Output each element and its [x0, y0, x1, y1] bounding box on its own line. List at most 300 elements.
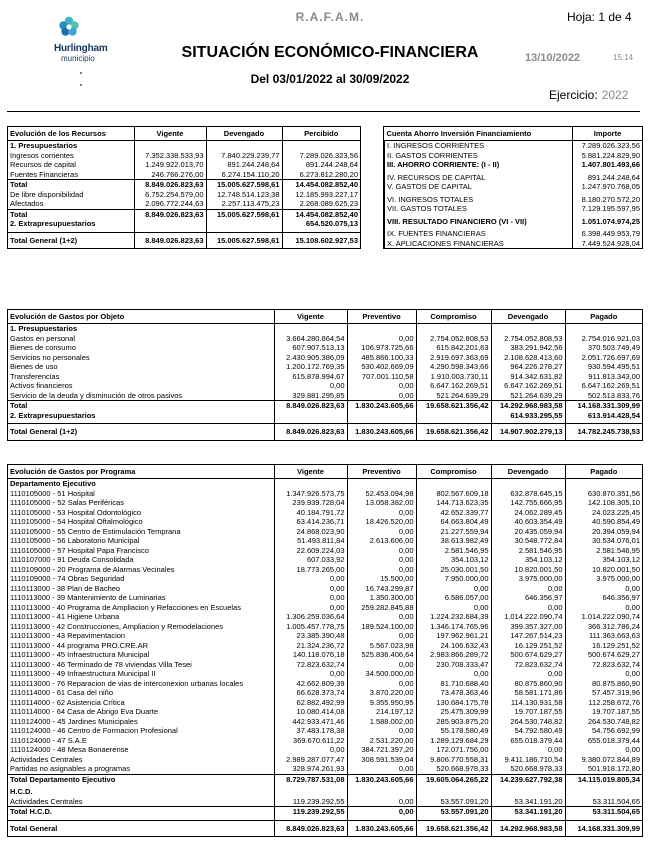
cell-value: 4.290.598.343,66: [416, 362, 491, 372]
table-row: [8, 755, 642, 765]
cell-value: 615.842.201,63: [416, 343, 491, 353]
cell-value: 53.341.191,20: [491, 797, 565, 807]
cell-value: 630.870.351,56: [565, 489, 642, 499]
cell-value: 2.983.866.289,72: [416, 650, 491, 660]
cell-value: 80.875.860,90: [565, 679, 642, 689]
cell-value: 19.658.621.356,42: [416, 401, 491, 411]
cell-value: 914.342.631,82: [491, 372, 565, 382]
cell-value: 14.168.331.309,99: [565, 401, 642, 411]
cell-value: 613.914.428,54: [565, 411, 642, 421]
cell-value: 19.658.621.356,42: [416, 820, 491, 836]
table-row: [8, 546, 642, 556]
cell-value: 614.933.295,55: [491, 411, 565, 421]
cell-value: 0,00: [565, 603, 642, 613]
ejercicio-label: Ejercicio:: [549, 88, 598, 102]
column-header: Pagado: [565, 465, 642, 479]
cell-value: 0,00: [347, 807, 416, 817]
cell-value: 6.586.057,00: [416, 593, 491, 603]
cell-value: 354.103,12: [565, 555, 642, 565]
cell-value: 119.239.292,55: [274, 807, 347, 817]
cell-value: 30.548.772,84: [491, 536, 565, 546]
cell-value: [565, 479, 642, 489]
cell-value: [491, 324, 565, 334]
cell-value: 0,00: [416, 584, 491, 594]
row-label: 2. Extrapresupuestarios: [10, 410, 96, 420]
cell-value: 1.306.259.036,64: [274, 612, 347, 622]
table-row: [385, 173, 643, 183]
cell-value: 0,00: [347, 527, 416, 537]
cell-value: 2.051.726.697,69: [565, 353, 642, 363]
row-label: 1110113000 - 41 Higiene Urbana: [10, 612, 120, 621]
recursos-table: [7, 126, 361, 249]
cell-value: 0,00: [347, 546, 416, 556]
row-label: Ingresos corrientes: [10, 150, 74, 160]
ahorro-inversion-table: [383, 126, 643, 249]
cell-value: [274, 787, 347, 797]
row-label: Total Departamento Ejecutivo: [8, 774, 274, 784]
cell-value: 530.402.669,09: [347, 362, 416, 372]
cell-value: 189.524.100,00: [347, 622, 416, 632]
cell-value: 8.849.026.823,63: [274, 424, 347, 440]
row-label: 1110124000 - 48 Mesa Bonaerense: [10, 745, 129, 754]
row-label: 1110105000 - 51 Hospital: [10, 488, 95, 498]
cell-value: 8.729.787.531,08: [274, 774, 347, 784]
cell-value: 0,00: [347, 565, 416, 575]
cell-value: 264.530.748,82: [565, 717, 642, 727]
cell-value: 1.830.243.605,66: [347, 774, 416, 784]
table-row: [8, 479, 642, 489]
column-header: Vigente: [134, 127, 206, 141]
cell-value: 0,00: [347, 764, 416, 774]
decorative-dot: [80, 72, 82, 74]
cell-value: 2.268.089.625,23: [282, 199, 360, 209]
cell-value: [347, 479, 416, 489]
cell-value: 370.503.749,49: [565, 343, 642, 353]
cell-value: 6.273.812.280,20: [282, 170, 360, 180]
cell-value: [134, 141, 206, 151]
table-row: [8, 565, 642, 575]
cell-value: 502.513.833,76: [565, 391, 642, 401]
table-row: [8, 219, 360, 229]
table-row: [8, 362, 642, 372]
cell-value: 6.274.154.110,20: [206, 170, 282, 180]
row-label: Activos financieros: [10, 381, 73, 390]
cell-value: 891.244.248,64: [206, 160, 282, 170]
cell-value: 16.129.251,52: [565, 641, 642, 651]
cell-value: 329.881.295,85: [274, 391, 347, 401]
cell-value: 1.407.801.493,66: [573, 160, 643, 170]
cell-value: 0,00: [274, 381, 347, 391]
cell-value: 2.430.905.386,09: [274, 353, 347, 363]
row-label: 1110109000 - 20 Programa de Alarmas Vecinales: [10, 564, 175, 574]
system-name: R.A.F.A.M.: [295, 10, 365, 24]
cell-value: 21.227.559,94: [416, 527, 491, 537]
report-date: 13/10/2022: [525, 52, 581, 64]
cell-value: 2.613.606,00: [347, 536, 416, 546]
row-label: Servicio de la deuda y disminución de otros pasivos: [10, 390, 183, 400]
cell-value: 10.820.001,50: [491, 565, 565, 575]
table-row: [8, 698, 642, 708]
row-label: Actividades Centrales: [10, 796, 83, 806]
cell-value: [565, 787, 642, 797]
table-row: [8, 141, 360, 151]
table-row: [8, 584, 642, 594]
cell-value: 64.663.804,49: [416, 517, 491, 527]
cell-value: 354.103,12: [416, 555, 491, 565]
cell-value: 10.080.414,08: [274, 707, 347, 717]
cell-value: 521.264.639,29: [416, 391, 491, 401]
cell-value: [416, 324, 491, 334]
row-label: 1110113000 - 43 Repavimentacion: [10, 631, 126, 640]
cell-value: 1.249.922.013,70: [134, 160, 206, 170]
row-label: 1110113000 - 42 Construcciones, Ampliacion y Remodelaciones: [10, 621, 224, 631]
cell-value: 239.939.728,04: [274, 498, 347, 508]
cell-value: 1.588.002,00: [347, 717, 416, 727]
column-header: Compromiso: [416, 465, 491, 479]
row-label: X. APLICACIONES FINANCIERAS: [385, 239, 573, 249]
cell-value: 3.975.000,00: [565, 574, 642, 584]
cell-value: 6.647.162.269,51: [565, 381, 642, 391]
cell-value: 20.394.059,94: [565, 527, 642, 537]
cell-value: 501.918.172,80: [565, 764, 642, 774]
cell-value: 383.291.942,56: [491, 343, 565, 353]
cell-value: 802.567.609,18: [416, 489, 491, 499]
row-label: 1110105000 - 57 Hospital Papa Francisco: [10, 545, 149, 555]
cell-value: 10.820.001,50: [565, 565, 642, 575]
cell-value: [347, 787, 416, 797]
table-row: [8, 612, 642, 622]
cell-value: 18.426.520,00: [347, 517, 416, 527]
cell-value: 9.411.186.710,54: [491, 755, 565, 765]
cell-value: 22.609.224,03: [274, 546, 347, 556]
cell-value: 1.350.300,00: [347, 593, 416, 603]
cell-value: 520.668.978,33: [416, 764, 491, 774]
cell-value: 1.830.243.605,66: [347, 820, 416, 836]
table-row: [8, 391, 642, 401]
cell-value: 2.531.220,00: [347, 736, 416, 746]
cell-value: 2.919.697.363,69: [416, 353, 491, 363]
table-row: [8, 688, 642, 698]
cell-value: 52.453.094,98: [347, 489, 416, 499]
cell-value: 654.520.075,13: [282, 219, 360, 229]
cell-value: 366.312.786,24: [565, 622, 642, 632]
table-row: [8, 820, 642, 836]
hurlingham-logo: [54, 12, 114, 82]
row-label: Total General: [8, 820, 274, 836]
page-number: Hoja: 1 de 4: [567, 10, 632, 24]
cell-value: 632.878.645,15: [491, 489, 565, 499]
cell-value: 5.567.023,98: [347, 641, 416, 651]
cell-value: 0,00: [347, 555, 416, 565]
column-header: Devengado: [491, 310, 565, 324]
cell-value: 14.907.902.279,13: [491, 424, 565, 440]
row-label: 1110113000 - 76 Reparacion de vias de interconexion urbanas locales: [10, 678, 244, 688]
table-row: [8, 707, 642, 717]
table-row: [385, 195, 643, 205]
cell-value: 24.023.225,45: [565, 508, 642, 518]
row-label: VIII. RESULTADO FINANCIERO (VI - VII): [385, 217, 573, 227]
cell-value: 14.782.245.738,53: [565, 424, 642, 440]
row-label: 1110105000 - 56 Laboratorio Municipal: [10, 536, 140, 545]
cell-value: 259.282.845,88: [347, 603, 416, 613]
cell-value: 112.258.672,76: [565, 698, 642, 708]
cell-value: [206, 219, 282, 229]
row-label: Servicios no personales: [10, 352, 90, 362]
table-row: [385, 151, 643, 161]
cell-value: 7.289.026.323,56: [282, 151, 360, 161]
cell-value: 40.184.791,72: [274, 508, 347, 518]
cell-value: 0,00: [491, 669, 565, 679]
cell-value: 607.907.513,13: [274, 343, 347, 353]
cell-value: [274, 479, 347, 489]
row-label: Bienes de uso: [10, 362, 58, 371]
cell-value: 0,00: [347, 612, 416, 622]
cell-value: 16.129.251,52: [491, 641, 565, 651]
row-label: II. GASTOS CORRIENTES: [385, 151, 573, 161]
column-header: Importe: [573, 127, 643, 141]
cell-value: 0,00: [347, 631, 416, 641]
cell-value: 384.721.397,20: [347, 745, 416, 755]
cell-value: 8.849.026.823,63: [134, 232, 206, 248]
table-title: Evolución de Gastos por Objeto: [8, 310, 274, 324]
cell-value: 0,00: [347, 334, 416, 344]
table-title: Evolución de los Recursos: [8, 127, 134, 141]
table-row: [8, 764, 642, 774]
cell-value: 7.449.524.928,04: [573, 239, 643, 249]
cell-value: 12.185.993.227,17: [282, 190, 360, 200]
cell-value: 2.754.016.921,03: [565, 334, 642, 344]
cell-value: 0,00: [565, 584, 642, 594]
cell-value: [347, 411, 416, 421]
decorative-dot: [80, 84, 82, 86]
cell-value: 111.363.663,63: [565, 631, 642, 641]
cell-value: 607.033,92: [274, 555, 347, 565]
row-label: 2. Extrapresupuestarios: [10, 219, 96, 228]
cell-value: 6.647.162.269,51: [491, 381, 565, 391]
table-row: [8, 660, 642, 670]
cell-value: [134, 219, 206, 229]
cell-value: 8.849.026.823,63: [134, 209, 206, 219]
cell-value: [491, 479, 565, 489]
row-label: 1110124000 - 46 Centro de Formacion Profesional: [10, 726, 178, 735]
cell-value: 0,00: [565, 669, 642, 679]
cell-value: 51.493.811,84: [274, 536, 347, 546]
cell-value: 14.292.968.983,58: [491, 401, 565, 411]
cell-value: 0,00: [347, 797, 416, 807]
ejercicio-value: 2022: [601, 88, 629, 102]
cell-value: 12.748.514.123,38: [206, 190, 282, 200]
cell-value: 246.766.276,00: [134, 170, 206, 180]
gastos-objeto-table: [7, 309, 643, 441]
cell-value: 0,00: [274, 584, 347, 594]
row-label: Actividades Centrales: [10, 754, 83, 764]
cell-value: 37.483.178,38: [274, 726, 347, 736]
table-row: [8, 334, 642, 344]
cell-value: 442.933.471,46: [274, 717, 347, 727]
row-label: 1110113000 - 45 Infraestructura Municipal: [10, 650, 150, 659]
cell-value: 24.106.632,43: [416, 641, 491, 651]
cell-value: 42.652.339,77: [416, 508, 491, 518]
cell-value: 53.557.091,20: [416, 797, 491, 807]
cell-value: 1.224.232.684,39: [416, 612, 491, 622]
row-label: 1110114000 - 61 Casa del niño: [10, 688, 113, 697]
cell-value: 6.647.162.269,51: [416, 381, 491, 391]
cell-value: 2.581.546,95: [416, 546, 491, 556]
cell-value: 106.973.725,66: [347, 343, 416, 353]
table-row: [8, 797, 642, 807]
cell-value: 264.530.748,82: [491, 717, 565, 727]
row-label: 1110105000 - 55 Centro de Estimulación Temprana: [10, 526, 181, 536]
cell-value: 40.603.354,49: [491, 517, 565, 527]
cell-value: [274, 324, 347, 334]
cell-value: 6.752.254.579,00: [134, 190, 206, 200]
table-row: [8, 180, 360, 190]
cell-value: 40.590.854,49: [565, 517, 642, 527]
row-label: 1. Presupuestarios: [10, 324, 78, 333]
cell-value: 308.591.539,04: [347, 755, 416, 765]
cell-value: 9.355.950,95: [347, 698, 416, 708]
cell-value: 57.457.319,96: [565, 688, 642, 698]
cell-value: 1.289.129.684,29: [416, 736, 491, 746]
cell-value: 53.311.504,65: [565, 797, 642, 807]
cell-value: 1.247.970.768,05: [573, 182, 643, 192]
row-label: 1110124000 - 45 Jardines Municipales: [10, 716, 138, 726]
table-row: [8, 787, 642, 797]
cell-value: 0,00: [274, 593, 347, 603]
row-label: 1110114000 - 62 Asistencia Crítica: [10, 697, 125, 707]
cell-value: 72.823.632,74: [565, 660, 642, 670]
cell-value: 42.662.809,39: [274, 679, 347, 689]
cell-value: 15.108.602.927,53: [282, 232, 360, 248]
cell-value: 15.500,00: [347, 574, 416, 584]
cell-value: 646.356,97: [565, 593, 642, 603]
table-row: [8, 372, 642, 382]
row-label: Total: [8, 401, 274, 411]
cell-value: 521.264.639,29: [491, 391, 565, 401]
cell-value: 0,00: [491, 745, 565, 755]
table-row: [385, 204, 643, 214]
cell-value: 2.989.287.077,47: [274, 755, 347, 765]
column-header: Compromiso: [416, 310, 491, 324]
cell-value: 142.755.666,95: [491, 498, 565, 508]
cell-value: 655.018.379,44: [491, 736, 565, 746]
cell-value: 2.108.628.413,60: [491, 353, 565, 363]
table-row: [8, 745, 642, 755]
gastos-programa-table: [7, 464, 643, 837]
cell-value: 0,00: [347, 508, 416, 518]
cell-value: 930.594.495,51: [565, 362, 642, 372]
row-label: 1110114000 - 64 Casa de Abrigo Eva Duarte: [10, 707, 159, 716]
row-label: Fuentes Financieras: [10, 169, 78, 179]
cell-value: 0,00: [491, 584, 565, 594]
row-label: 1110113000 - 49 Infraestructura Municipal II: [10, 669, 156, 678]
cell-value: 8.849.026.823,63: [134, 180, 206, 190]
cell-value: 8.849.026.823,63: [274, 820, 347, 836]
cell-value: 19.658.621.356,42: [416, 424, 491, 440]
table-row: [8, 717, 642, 727]
table-row: [385, 217, 643, 227]
cell-value: [491, 787, 565, 797]
cell-value: 0,00: [347, 726, 416, 736]
cell-value: 328.974.261,93: [274, 764, 347, 774]
cell-value: 34.500.000,00: [347, 669, 416, 679]
cell-value: [565, 324, 642, 334]
cell-value: 1.830.243.605,66: [347, 424, 416, 440]
cell-value: 19.707.187,55: [565, 707, 642, 717]
row-label: 1110105000 - 52 Salas Periféricas: [10, 498, 124, 507]
table-row: [8, 498, 642, 508]
cell-value: 197.962.961,21: [416, 631, 491, 641]
report-title: SITUACIÓN ECONÓMICO-FINANCIERA: [181, 44, 479, 61]
cell-value: 9.806.770.558,31: [416, 755, 491, 765]
cell-value: 14.454.082.852,40: [282, 209, 360, 219]
cell-value: 0,00: [274, 745, 347, 755]
cell-value: 19.707.187,55: [491, 707, 565, 717]
table-row: [385, 141, 643, 151]
row-label: 1110105000 - 53 Hospital Odontológico: [10, 507, 142, 517]
cell-value: 891.244.248,64: [573, 173, 643, 183]
cell-value: 1.014.222.090,74: [565, 612, 642, 622]
row-label: 1. Presupuestarios: [10, 141, 78, 150]
cell-value: 147.267.514,23: [491, 631, 565, 641]
row-label: IX. FUENTES FINANCIERAS: [385, 229, 573, 239]
cell-value: 214.197,12: [347, 707, 416, 717]
row-label: 1110113000 - 39 Mantenimiento de Luminarias: [10, 593, 166, 602]
table-row: [8, 574, 642, 584]
cell-value: 655.018.379,44: [565, 736, 642, 746]
cell-value: 399.357.327,00: [491, 622, 565, 632]
cell-value: 30.534.076,01: [565, 536, 642, 546]
row-label: Gastos en personal: [10, 333, 76, 343]
table-row: [8, 151, 360, 161]
row-label: Total H.C.D.: [8, 807, 274, 817]
cell-value: 25.475.309,99: [416, 707, 491, 717]
cell-value: 58.581.171,86: [491, 688, 565, 698]
cell-value: 53.557.091,20: [416, 807, 491, 817]
cell-value: 14.168.331.309,99: [565, 820, 642, 836]
row-label: Bienes de consumo: [10, 343, 76, 352]
table-row: [8, 199, 360, 209]
cell-value: 20.435.059,94: [491, 527, 565, 537]
cell-value: 15.005.627.598,61: [206, 209, 282, 219]
row-label: Partidas no asignables a programas: [10, 764, 131, 773]
row-label: 1110113000 - 46 Terminado de 78 viviendas Villa Tesei: [10, 659, 192, 669]
cell-value: 0,00: [565, 745, 642, 755]
table-row: [8, 170, 360, 180]
cell-value: 7.289.026.323,56: [573, 141, 643, 151]
cell-value: 707.001.110,58: [347, 372, 416, 382]
cell-value: 500.674.629,27: [491, 650, 565, 660]
row-label: VI. INGRESOS TOTALES: [385, 195, 573, 205]
cell-value: 19.605.064.265,22: [416, 774, 491, 784]
table-row: [8, 411, 642, 421]
cell-value: 1.347.926.573,75: [274, 489, 347, 499]
cell-value: 285.903.875,20: [416, 717, 491, 727]
cell-value: 54.792.580,49: [491, 726, 565, 736]
cell-value: 14.454.082.852,40: [282, 180, 360, 190]
table-row: [385, 239, 643, 249]
table-row: [8, 555, 642, 565]
table-row: [8, 353, 642, 363]
cell-value: 18.773.265,00: [274, 565, 347, 575]
table-row: [385, 182, 643, 192]
cell-value: 142.108.305,10: [565, 498, 642, 508]
cell-value: 500.674.629,27: [565, 650, 642, 660]
header-divider: [7, 111, 640, 112]
cell-value: 119.239.292,55: [274, 797, 347, 807]
cell-value: 2.096.772.244,63: [134, 199, 206, 209]
cell-value: 14.115.019.805,34: [565, 774, 642, 784]
